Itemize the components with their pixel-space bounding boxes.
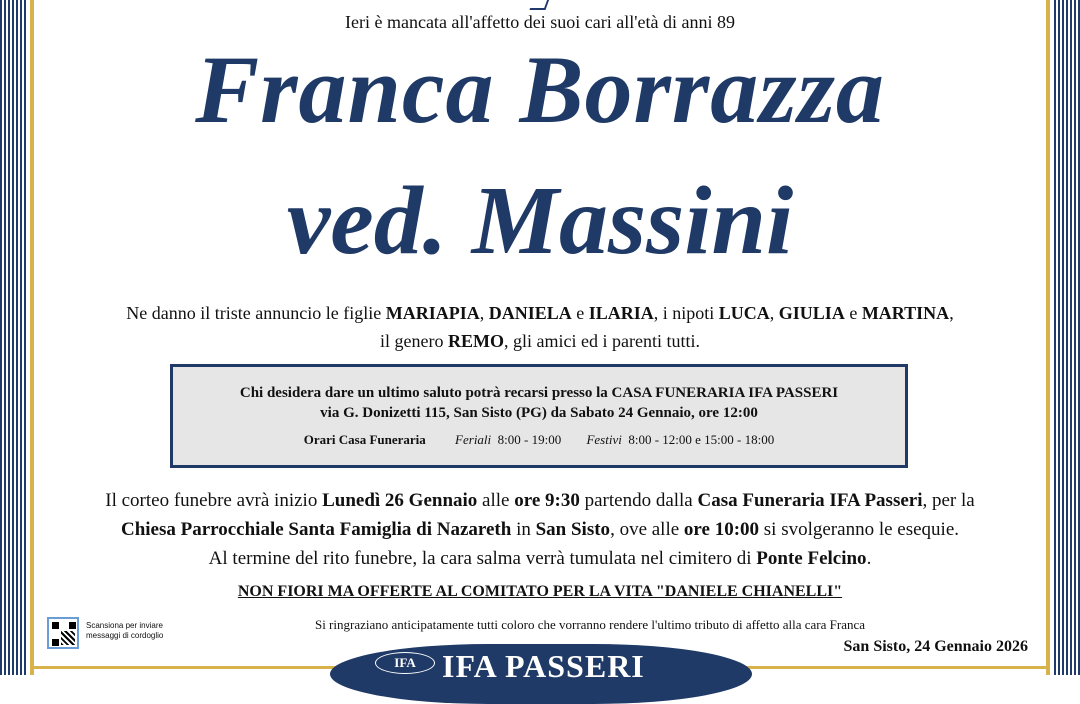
qr-caption: Scansiona per inviare messaggi di cordoglio: [86, 621, 164, 640]
funeral-details: Il corteo funebre avrà inizio Lunedì 26 Gennaio alle ore 9:30 partendo dalla Casa Funeraria IFA Passeri, per la Chiesa Parrocchiale Santa Famiglia di Nazareth in San Sisto, ove alle ore 10:00 si svolgeranno le esequie. Al termine del rito funebre, la cara salma verrà tumulata nel cimitero di Ponte Felcino.: [105, 490, 975, 569]
holiday-label: Festivi: [586, 432, 622, 447]
visitation-line-1: Chi desidera dare un ultimo saluto potrà recarsi presso la CASA FUNERARIA IFA PASSERI: [239, 385, 839, 401]
left-gold-border: [30, 0, 34, 675]
left-striped-border: [0, 0, 28, 675]
weekday-hours: 8:00 - 19:00: [497, 432, 562, 447]
family-announcement: Ne danno il triste annuncio le figlie MARIAPIA, DANIELA e ILARIA, i nipoti LUCA, GIULIA e MARTINA, il genero REMO, gli amici ed i parenti tutti.: [126, 303, 954, 351]
visitation-line-2: via G. Donizetti 115, San Sisto (PG) da Sabato 24 Gennaio, ore 12:00: [320, 405, 758, 421]
visitation-info-box: [170, 364, 908, 468]
donation-request: NON FIORI MA OFFERTE AL COMITATO PER LA VITA "DANIELE CHIANELLI": [237, 583, 843, 600]
logo-emblem-icon: IFA: [375, 652, 435, 674]
right-gold-border: [1046, 0, 1050, 675]
place-date: San Sisto, 24 Gennaio 2026: [843, 638, 1028, 655]
intro-text: Ieri è mancata all'affetto dei suoi cari all'età di anni 89: [345, 12, 735, 32]
deceased-name: Franca Borrazza: [195, 36, 885, 143]
visitation-hours: [173, 432, 905, 448]
thanks-note: Si ringraziano anticipatamente tutti coloro che vorranno rendere l'ultimo tributo di affetto alla cara Franca: [314, 617, 866, 632]
holiday-hours: 8:00 - 12:00 e 15:00 - 18:00: [628, 432, 775, 447]
qr-code-icon[interactable]: [47, 617, 79, 649]
deceased-married-name: ved. Massini: [286, 167, 794, 275]
right-striped-border: [1052, 0, 1080, 675]
weekday-label: Feriali: [455, 432, 492, 447]
hours-label: Orari Casa Funeraria: [303, 432, 426, 447]
cross-ornament-icon: [529, 0, 550, 10]
logo-name: IFA PASSERI: [442, 648, 645, 684]
